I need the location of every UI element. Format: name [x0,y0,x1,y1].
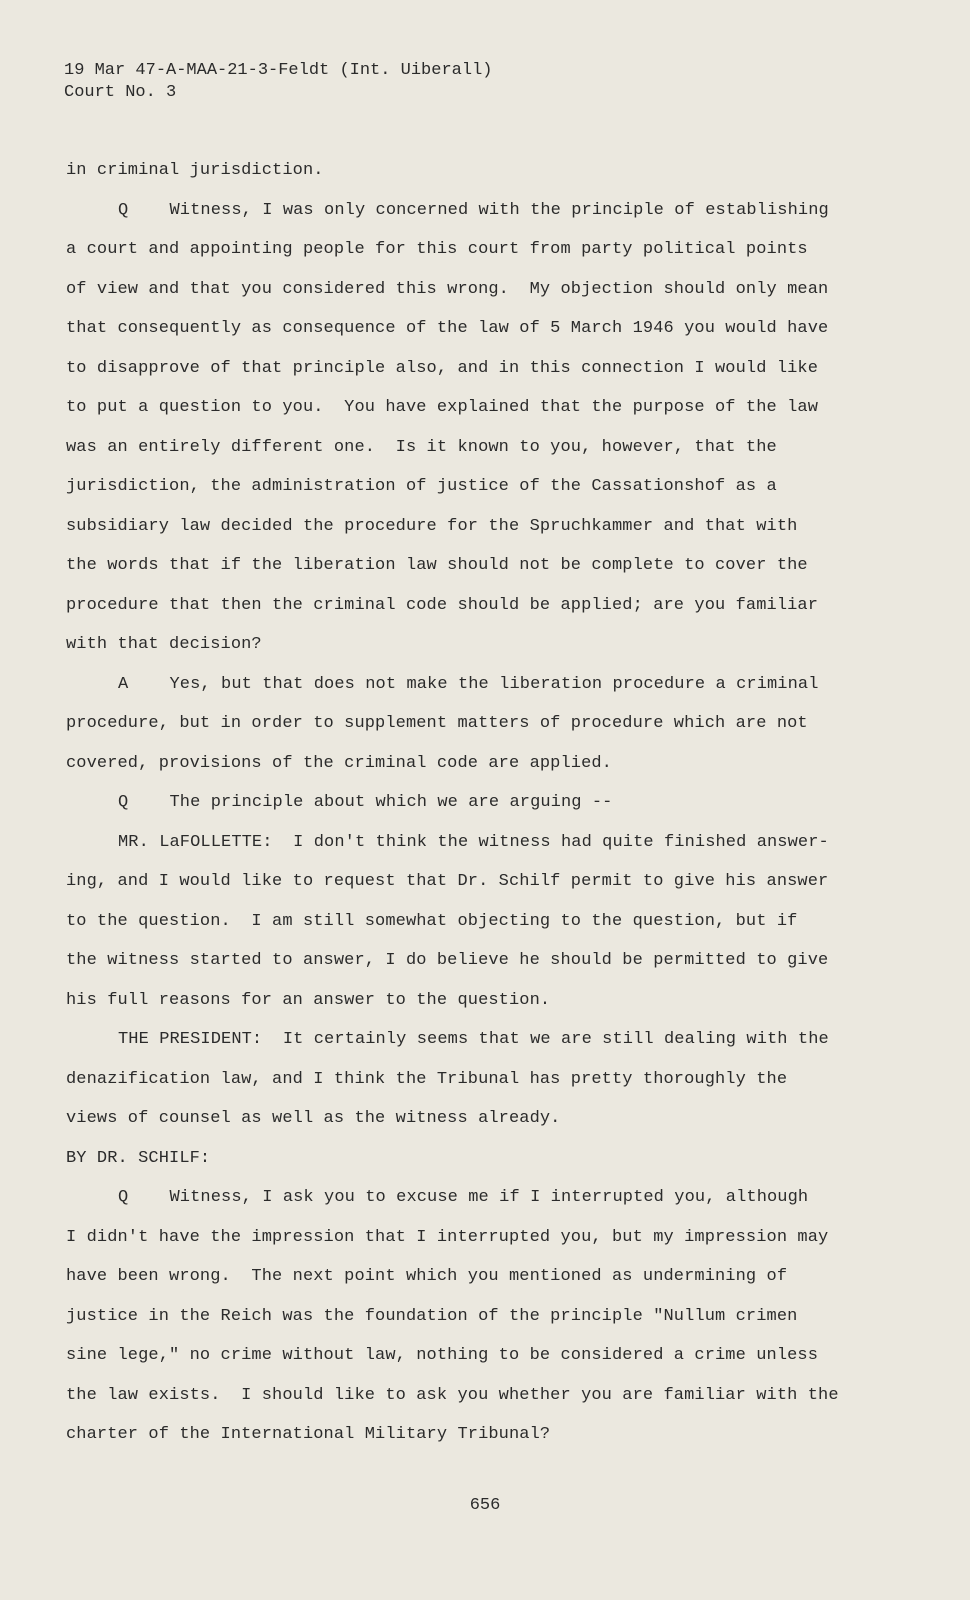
text-line: the law exists. I should like to ask you whether you are familiar with the [66,1385,839,1405]
text-line: views of counsel as well as the witness already. [66,1109,561,1128]
text-line: ing, and I would like to request that Dr. Schilf permit to give his answer [66,872,829,891]
text-line: with that decision? [66,635,262,654]
text-line: jurisdiction, the administration of justice of the Cassationshof as a [66,477,777,496]
text-line: justice in the Reich was the foundation of the principle "Nullum crimen [66,1306,798,1326]
text-line: Q Witness, I was only concerned with the principle of establishing [118,200,829,220]
text-line: denazification law, and I think the Tribunal has pretty thoroughly the [66,1069,788,1089]
header-court-line: Court No. 3 [64,83,177,102]
text-line: procedure that then the criminal code should be applied; are you familiar [66,595,819,615]
text-line: A Yes, but that does not make the liberation procedure a criminal [118,674,819,694]
text-line: the words that if the liberation law should not be complete to cover the [66,556,808,575]
text-line: procedure, but in order to supplement matters of procedure which are not [66,714,808,733]
text-line: the witness started to answer, I do believe he should be permitted to give [66,951,829,970]
text-line: charter of the International Military Tribunal? [66,1425,551,1444]
text-line: of view and that you considered this wrong. My objection should only mean [66,279,829,299]
transcript-body [66,160,839,1464]
text-line: a court and appointing people for this court from party political points [66,240,808,259]
text-line: I didn't have the impression that I interrupted you, but my impression may [66,1227,829,1247]
text-line: sine lege," no crime without law, nothing to be considered a crime unless [66,1346,819,1365]
text-line: that consequently as consequence of the law of 5 March 1946 you would have [66,319,829,338]
text-line: to disapprove of that principle also, and in this connection I would like [66,358,819,378]
text-line: his full reasons for an answer to the question. [66,990,551,1010]
document-header [64,60,492,104]
text-line: to the question. I am still somewhat objecting to the question, but if [66,911,798,931]
text-line: was an entirely different one. Is it known to you, however, that the [66,437,777,457]
header-case-line: 19 Mar 47-A-MAA-21-3-Feldt (Int. Uiberall) [64,61,493,80]
text-line: have been wrong. The next point which you mentioned as undermining of [66,1267,788,1286]
text-line: covered, provisions of the criminal code are applied. [66,753,612,773]
text-line: Q Witness, I ask you to excuse me if I interrupted you, although [118,1188,809,1207]
text-line: MR. LaFOLLETTE: I don't think the witness had quite finished answer- [118,832,829,852]
text-line: THE PRESIDENT: It certainly seems that we are still dealing with the [118,1030,829,1049]
page-number: 656 [469,1496,501,1515]
text-line: BY DR. SCHILF: [66,1148,211,1168]
text-line: subsidiary law decided the procedure for the Spruchkammer and that with [66,516,798,536]
text-line: Q The principle about which we are arguing -- [118,793,613,812]
text-line: in criminal jurisdiction. [66,161,324,180]
text-line: to put a question to you. You have explained that the purpose of the law [66,398,819,417]
